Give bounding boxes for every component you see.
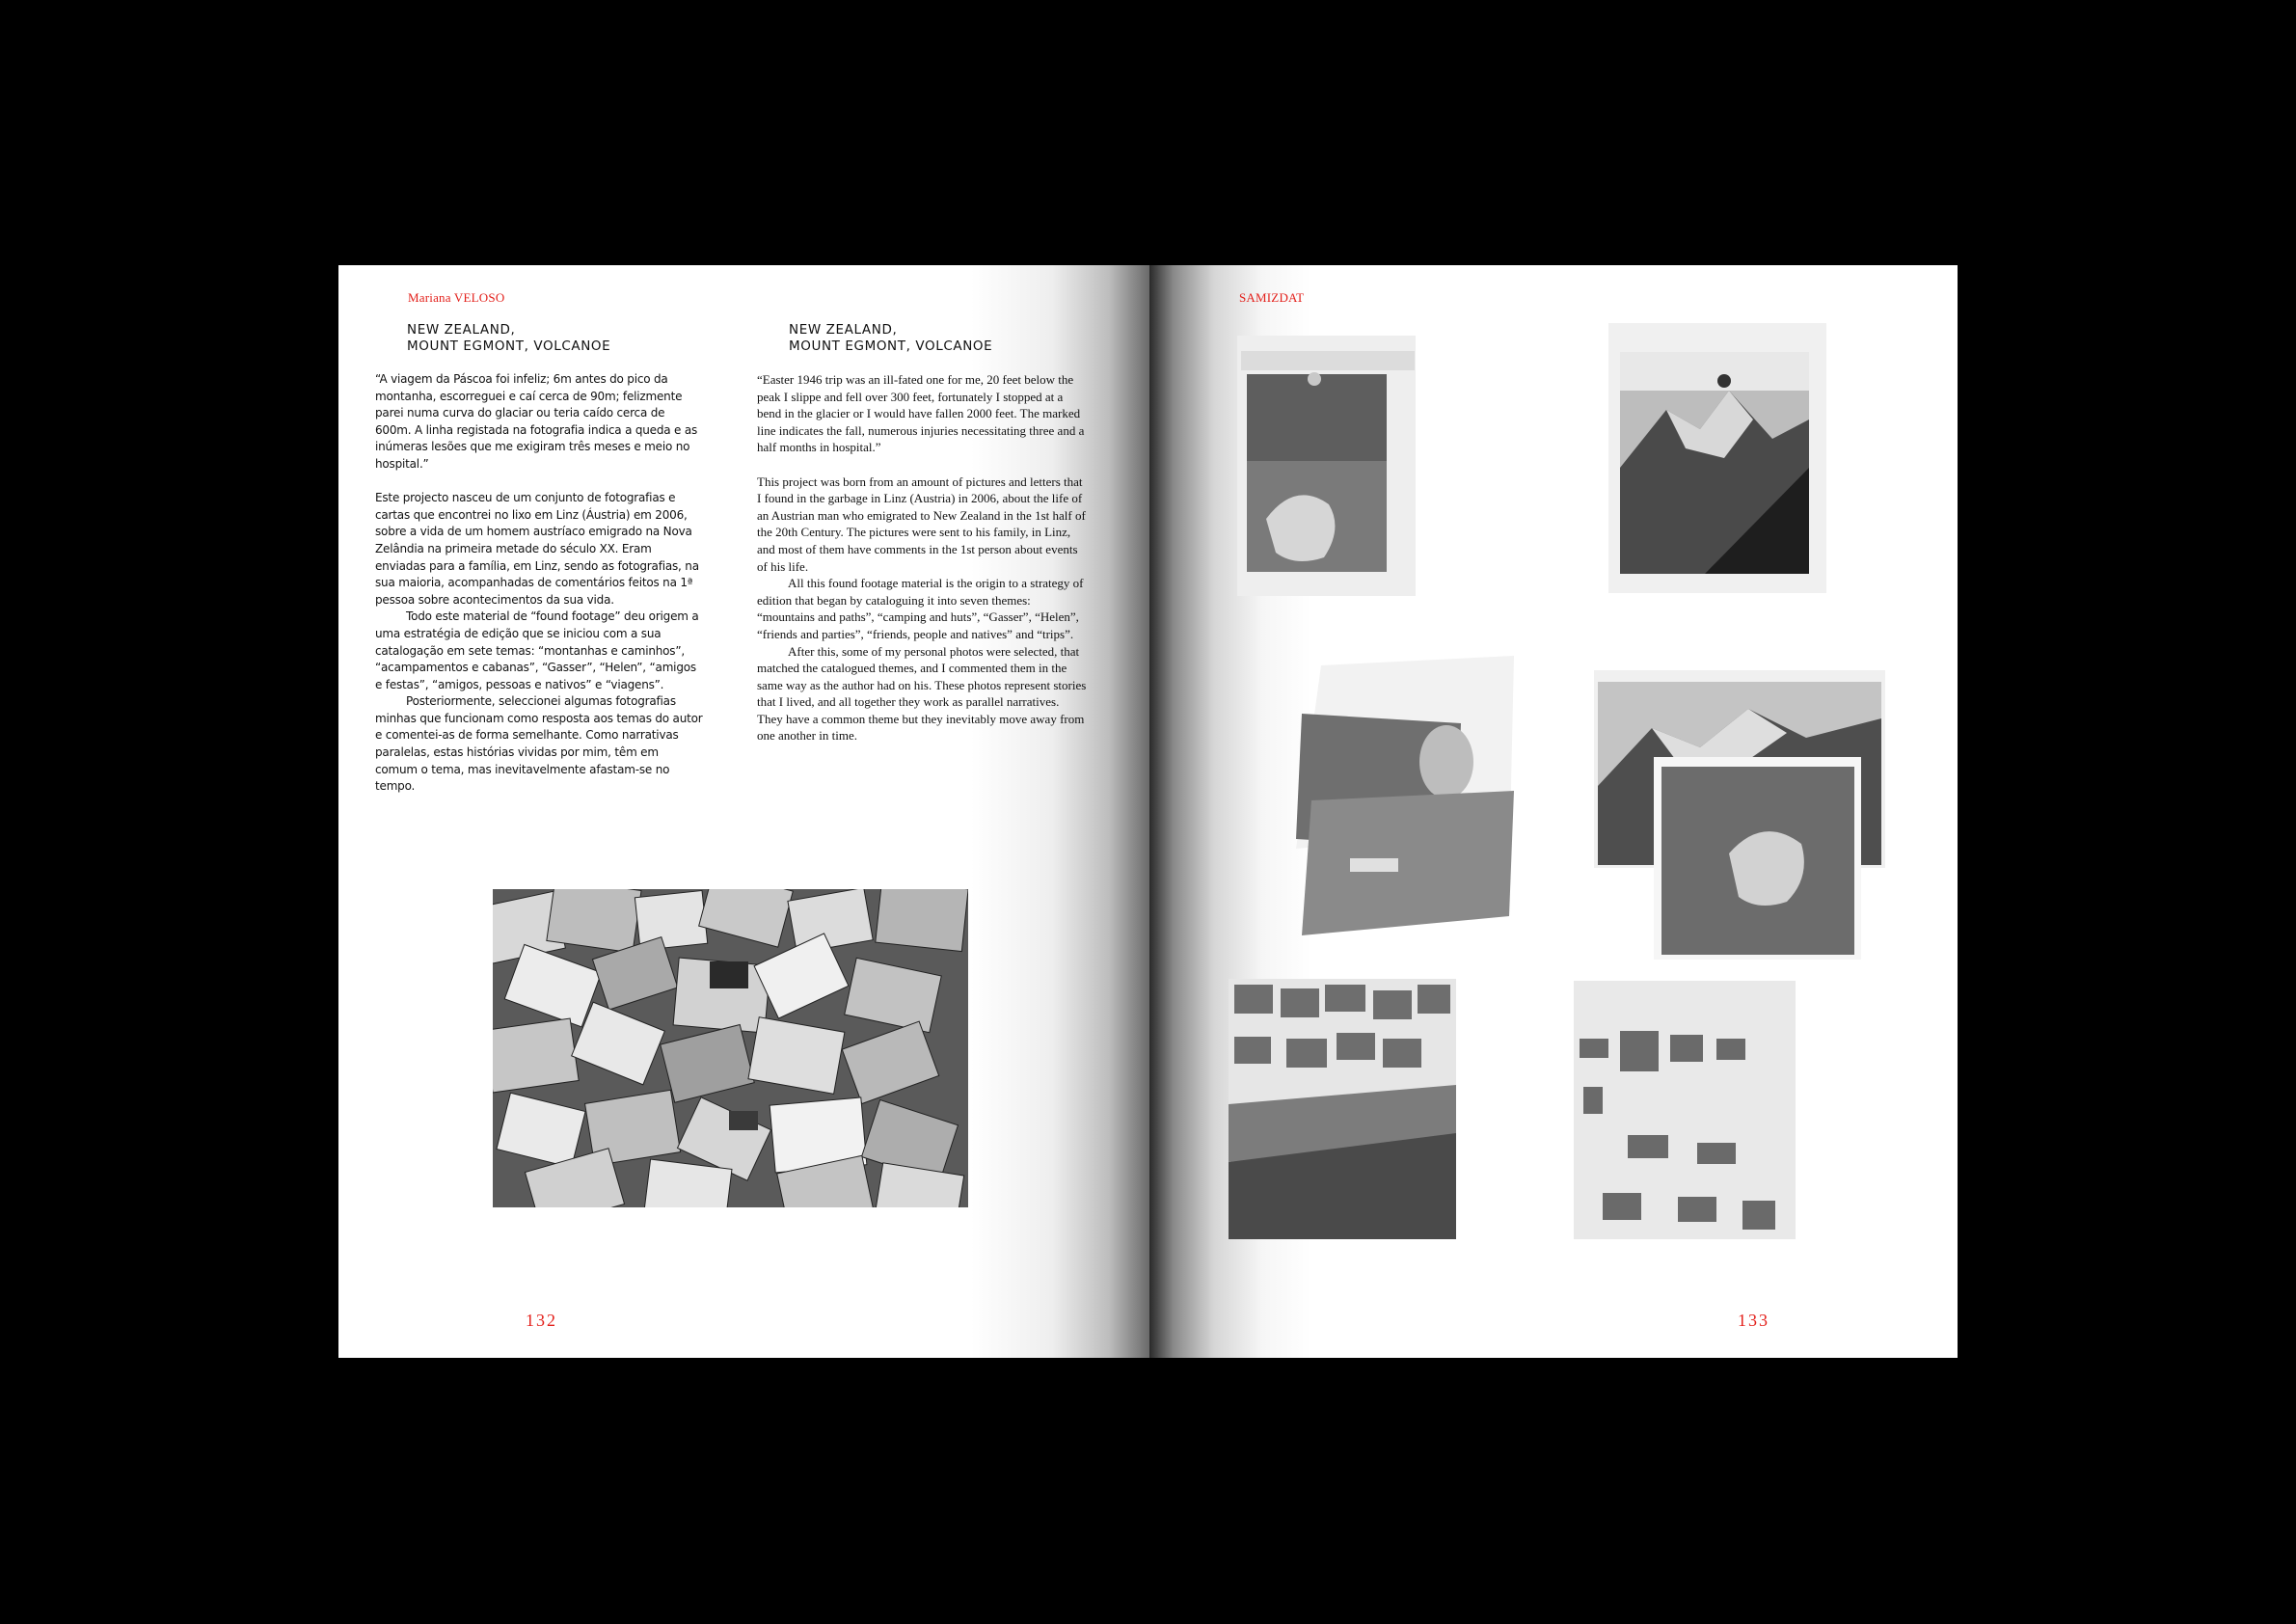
en-quote: “Easter 1946 trip was an ill-fated one for me, 20 feet below the peak I slippe and fell over 300 feet, fortunately I stopped at a bend in the glacier or I would have fallen 2000 feet. The marked line indicates the fall, numerous injuries necessitating three and a half months in hospital.” <box>757 372 1085 455</box>
collage-photo-woman <box>1292 656 1514 935</box>
album-page-photos <box>1229 979 1456 1239</box>
album-page-mountains <box>1574 981 1796 1239</box>
right-page <box>1149 265 1958 1358</box>
scattered-photos-image <box>493 889 968 1207</box>
en-paragraph-1: This project was born from an amount of pictures and letters that I found in the garbage in Linz (Austria) in 2006, about the life of an Austrian man who emigrated to New Zealand in the 1st half of the 20th Century. The pictures were sent to his family, in Linz, and most of them have comments in the 1st person about events of his life. <box>757 474 1086 574</box>
left-page-number: 132 <box>526 1311 557 1330</box>
pt-paragraph-1: Este projecto nasceu de um conjunto de fotografias e cartas que encontrei no lixo em Linz (Áustria) em 2006, sobre a vida de um homem austríaco emigrado na Nova Zelândia na primeira metade do século XX. Eram enviadas para a família, em Linz, sendo as fotografias, na sua maioria, acompanhadas de comentários feitos na 1ª pessoa sobre acontecimentos da sua vida. <box>375 491 699 607</box>
en-paragraph-2: All this found footage material is the origin to a strategy of edition that began by cataloguing it into seven themes: “mountains and paths”, “camping and huts”, “Gasser”, “Helen”, “friends and parties”, “friends, people and natives” and “trips”. <box>757 576 1084 641</box>
pt-quote: “A viagem da Páscoa foi infeliz; 6m antes do pico da montanha, escorreguei e caí cerca de 90m; felizmente parei numa curva do glaciar ou teria caído cerca de 600m. A linha registada na fotografia indica a queda e as inúmeras lesões que me exigiram três meses e meio no hospital.” <box>375 372 698 471</box>
left-page <box>338 265 1149 1358</box>
english-text-column <box>757 371 1087 744</box>
pt-paragraph-3: Posteriormente, seleccionei algumas fotografias minhas que funcionam como resposta aos temas do autor e comentei-as de forma semelhante. Como narrativas paralelas, estas histórias vividas por mim, têm em comum o tema, mas inevitavelmente afastam-se no tempo. <box>375 694 703 794</box>
en-paragraph-3: After this, some of my personal photos were selected, that matched the catalogued themes, and I commented them in the same way as the author had on his. These photos represent stories that I lived, and all together they work as parallel narratives. They have a common theme but they inevitably move away from one another in time. <box>757 643 1087 744</box>
portuguese-text-column <box>375 371 703 796</box>
portuguese-heading: NEW ZEALAND, MOUNT EGMONT, VOLCANOE <box>407 322 611 354</box>
collage-photo-mountain-skirt <box>1594 661 1885 960</box>
author-header: Mariana VELOSO <box>408 290 505 305</box>
publication-header: SAMIZDAT <box>1239 290 1305 305</box>
pt-paragraph-2: Todo este material de “found footage” deu origem a uma estratégia de edição que se iniciou com a sua catalogação em sete temas: “montanhas e caminhos”, “acampamentos e cabanas”, “Gasser”, “Helen”, “amigos e festas”, “amigos, pessoas e nativos” e “viagens”. <box>375 609 699 691</box>
sleeve-photo-mountain <box>1608 323 1826 593</box>
right-page-number: 133 <box>1738 1311 1769 1330</box>
sleeve-photo-grass-skirt <box>1237 336 1416 596</box>
english-heading: NEW ZEALAND, MOUNT EGMONT, VOLCANOE <box>789 322 993 354</box>
